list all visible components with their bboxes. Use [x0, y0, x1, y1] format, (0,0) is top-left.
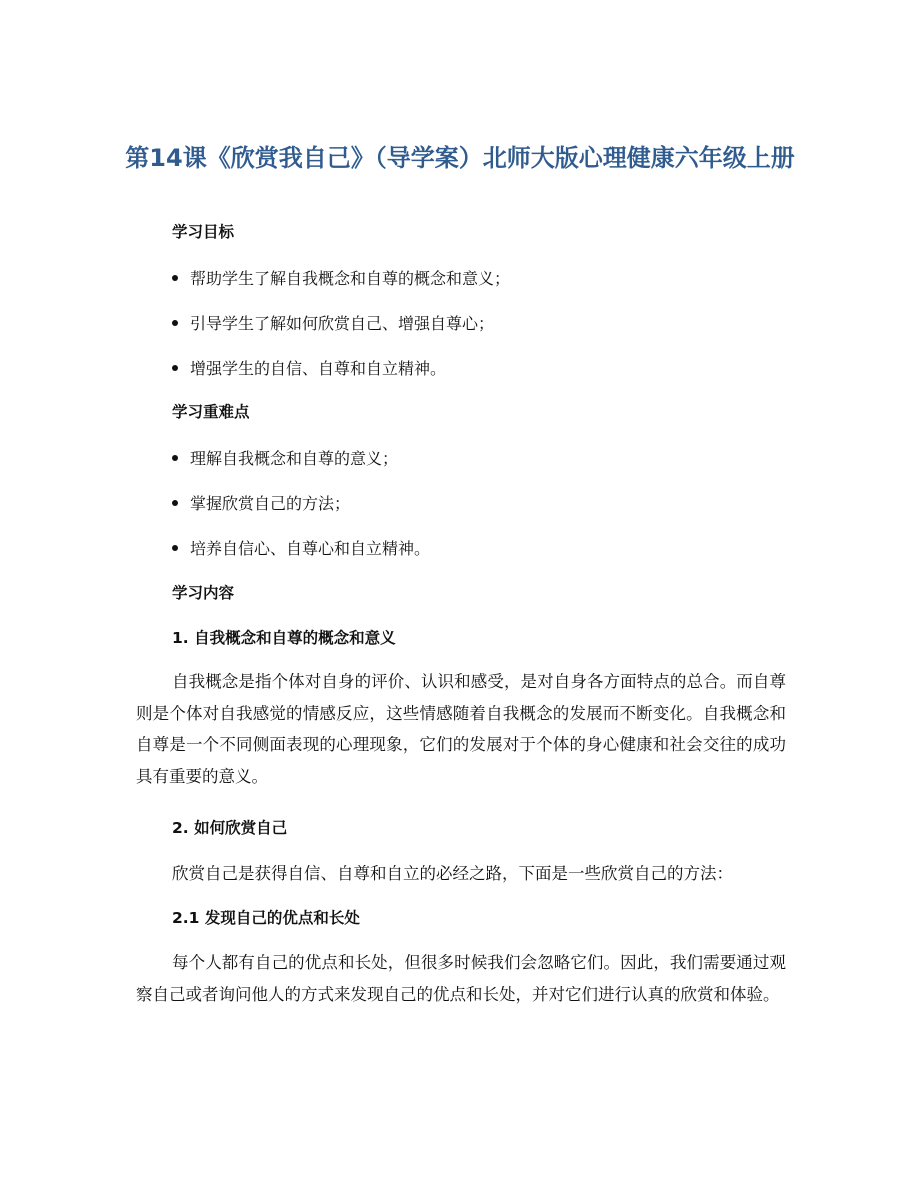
section-1-heading: 1. 自我概念和自尊的概念和意义: [172, 629, 396, 647]
section-2-1-heading: 2.1 发现自己的优点和长处: [172, 909, 360, 927]
goals-heading: 学习目标: [172, 223, 235, 241]
key-points-item: 理解自我概念和自尊的意义；: [172, 446, 398, 469]
section-1-paragraph: 自我概念是指个体对自身的评价、认识和感受，是对自身各方面特点的总合。而自尊则是个体对自我感觉的情感反应，这些情感随着自我概念的发展而不断变化。自我概念和自尊是一个不同侧面表现的心理现象，它们的发展对于个体的身心健康和社会交往的成功具有重要的意义。: [136, 672, 786, 786]
bullet-icon: [172, 455, 178, 461]
key-points-item: 培养自信心、自尊心和自立精神。: [172, 536, 430, 559]
bullet-icon: [172, 500, 178, 506]
bullet-icon: [172, 545, 178, 551]
bullet-icon: [172, 365, 178, 371]
goals-item: 增强学生的自信、自尊和自立精神。: [172, 356, 446, 379]
bullet-icon: [172, 320, 178, 326]
goals-item: 帮助学生了解自我概念和自尊的概念和意义；: [172, 266, 510, 289]
section-2-paragraph: 欣赏自己是获得自信、自尊和自立的必经之路，下面是一些欣赏自己的方法：: [172, 864, 733, 883]
key-points-heading: 学习重难点: [172, 403, 250, 421]
key-points-item: 掌握欣赏自己的方法；: [172, 491, 350, 514]
section-2-1-paragraph: 每个人都有自己的优点和长处，但很多时候我们会忽略它们。因此，我们需要通过观察自己或者询问他人的方式来发现自己的优点和长处，并对它们进行认真的欣赏和体验。: [136, 953, 786, 1004]
section-2-heading: 2. 如何欣赏自己: [172, 819, 288, 837]
bullet-icon: [172, 275, 178, 281]
document-title: 第14课《欣赏我自己》（导学案）北师大版心理健康六年级上册: [125, 144, 795, 172]
content-heading: 学习内容: [172, 584, 235, 602]
goals-item: 引导学生了解如何欣赏自己、增强自尊心；: [172, 311, 494, 334]
